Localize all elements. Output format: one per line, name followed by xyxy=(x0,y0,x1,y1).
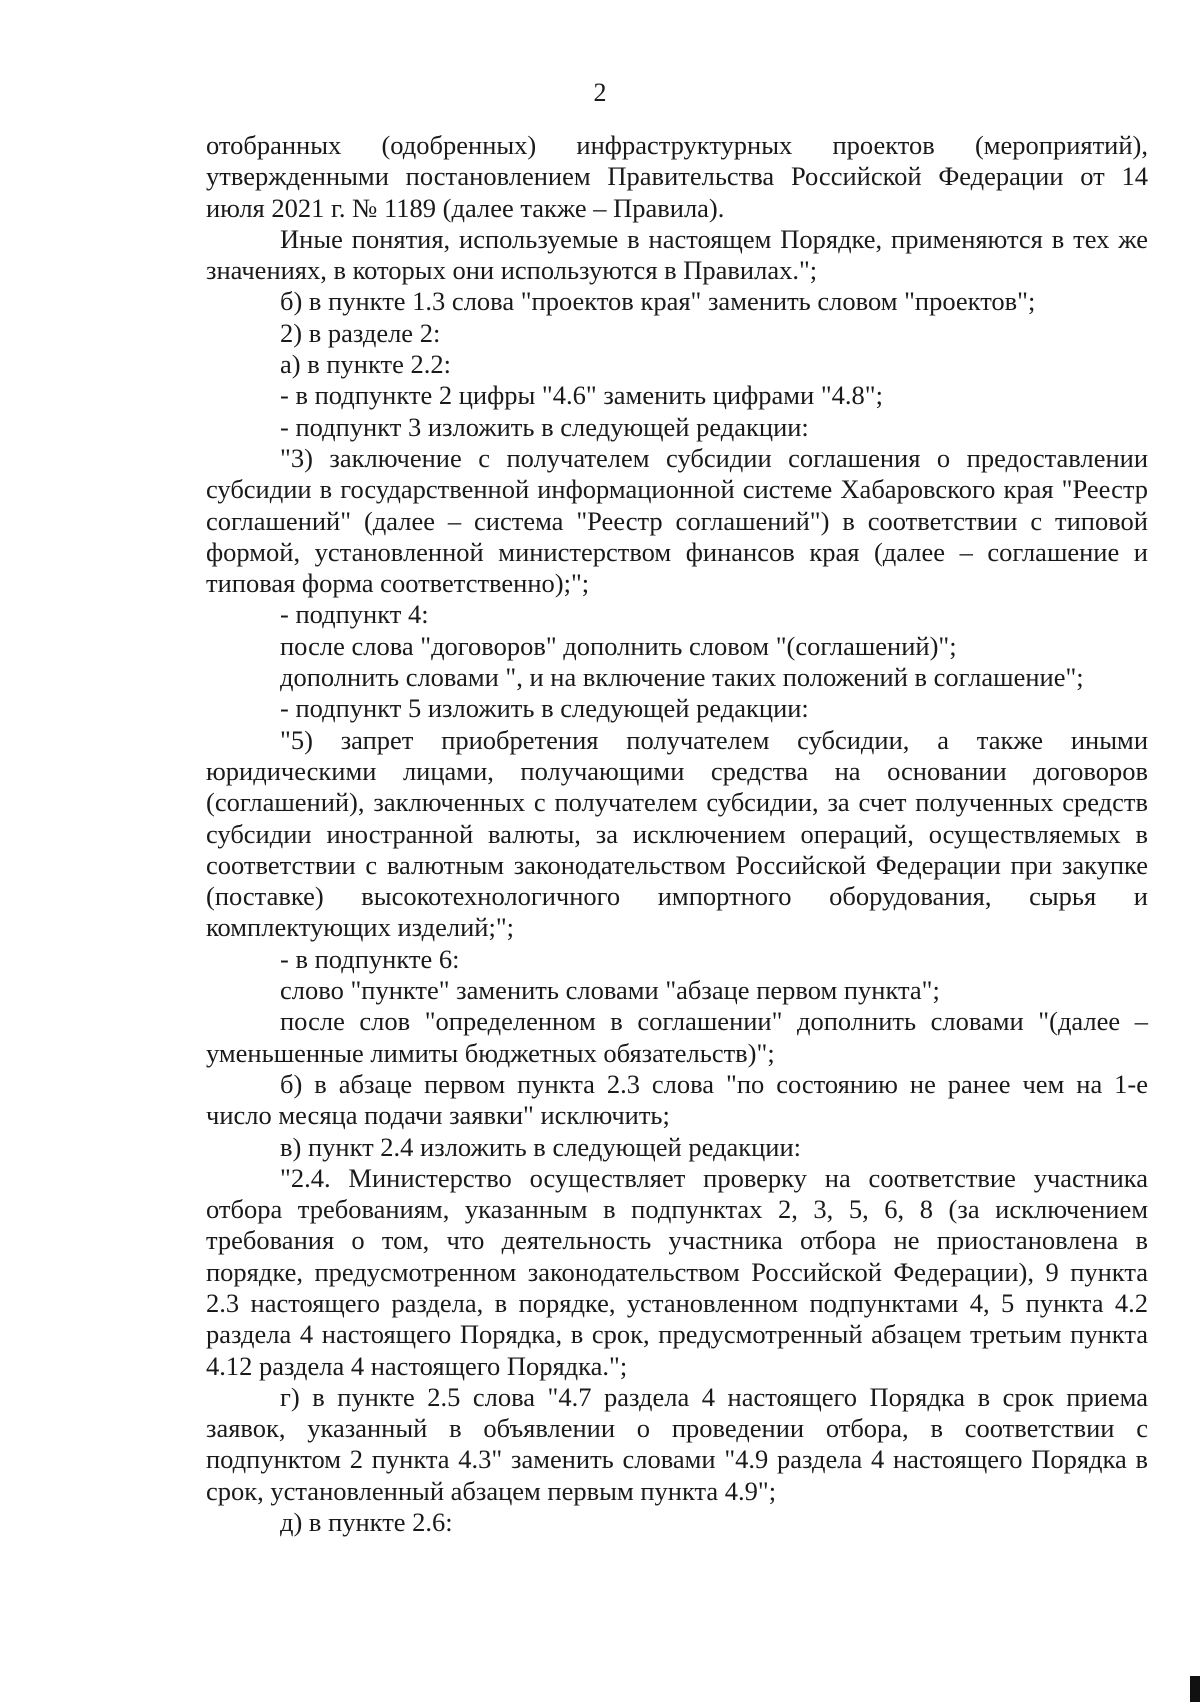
paragraph: после слова "договоров" дополнить словом "(соглашений)"; xyxy=(280,630,957,661)
paragraph: г) в пункте 2.5 слова "4.7 раздела 4 настоящего Порядка в срок приема заявок, указанный в объявлении о проведении отбора, в соответствии с подпунктом 2 пункта 4.3" заменить словами "4.9 раздела 4 настоящего Порядка в срок, установленный абзацем первым пункта 4.9"; xyxy=(206,1381,1148,1506)
paragraph: дополнить словами ", и на включение таких положений в соглашение"; xyxy=(280,662,1084,693)
paragraph: "3) заключение с получателем субсидии соглашения о предоставлении субсидии в государственной информационной системе Хабаровского края "Реестр соглашений" (далее – система "Реестр соглашений") в соответствии с типовой формой, установленной министерством финансов края (далее – соглашение и типовая форма соответственно);"; xyxy=(206,442,1148,599)
paragraph: - в подпункте 6: xyxy=(280,943,460,974)
paragraph: - подпункт 3 изложить в следующей редакции: xyxy=(280,411,809,442)
paragraph: после слов "определенном в соглашении" дополнить словами "(далее – уменьшенные лимиты бюджетных обязательств)"; xyxy=(206,1006,1148,1068)
document-body xyxy=(206,130,1148,1538)
paragraph: в) пункт 2.4 изложить в следующей редакции: xyxy=(280,1131,802,1162)
paragraph: а) в пункте 2.2: xyxy=(280,349,451,380)
paragraph: - подпункт 4: xyxy=(280,599,429,630)
page-number: 2 xyxy=(593,78,607,107)
paragraph: отобранных (одобренных) инфраструктурных проектов (мероприятий), утвержденными постановлением Правительства Российской Федерации от 14 июля 2021 г. № 1189 (далее также – Правила). xyxy=(206,130,1148,223)
paragraph: д) в пункте 2.6: xyxy=(280,1507,453,1538)
paragraph: - в подпункте 2 цифры "4.6" заменить цифрами "4.8"; xyxy=(280,380,883,411)
paragraph: б) в пункте 1.3 слова "проектов края" заменить словом "проектов"; xyxy=(280,286,1036,317)
paragraph: слово "пункте" заменить словами "абзаце первом пункта"; xyxy=(280,975,940,1006)
paragraph: - подпункт 5 изложить в следующей редакции: xyxy=(280,693,809,724)
paragraph: "5) запрет приобретения получателем субсидии, а также иными юридическими лицами, получающими средства на основании договоров (соглашений), заключенных с получателем субсидии, за счет полученных средств субсидии иностранной валюты, за исключением операций, осуществляемых в соответствии с валютным законодательством Российской Федерации при закупке (поставке) высокотехнологичного импортного оборудования, сырья и комплектующих изделий;"; xyxy=(206,724,1148,943)
paragraph: Иные понятия, используемые в настоящем Порядке, применяются в тех же значениях, в которых они используются в Правилах."; xyxy=(206,223,1148,286)
paragraph: б) в абзаце первом пункта 2.3 слова "по состоянию не ранее чем на 1-е число месяца подачи заявки" исключить; xyxy=(206,1068,1148,1131)
paragraph: 2) в разделе 2: xyxy=(280,317,441,348)
scan-edge-mark xyxy=(1190,1676,1200,1702)
paragraph: "2.4. Министерство осуществляет проверку на соответствие участника отбора требованиям, указанным в подпунктах 2, 3, 5, 6, 8 (за исключением требования о том, что деятельность участника отбора не приостановлена в порядке, предусмотренном законодательством Российской Федерации), 9 пункта 2.3 настоящего раздела, в порядке, установленном подпунктами 4, 5 пункта 4.2 раздела 4 настоящего Порядка, в срок, предусмотренный абзацем третьим пункта 4.12 раздела 4 настоящего Порядка."; xyxy=(206,1162,1148,1381)
